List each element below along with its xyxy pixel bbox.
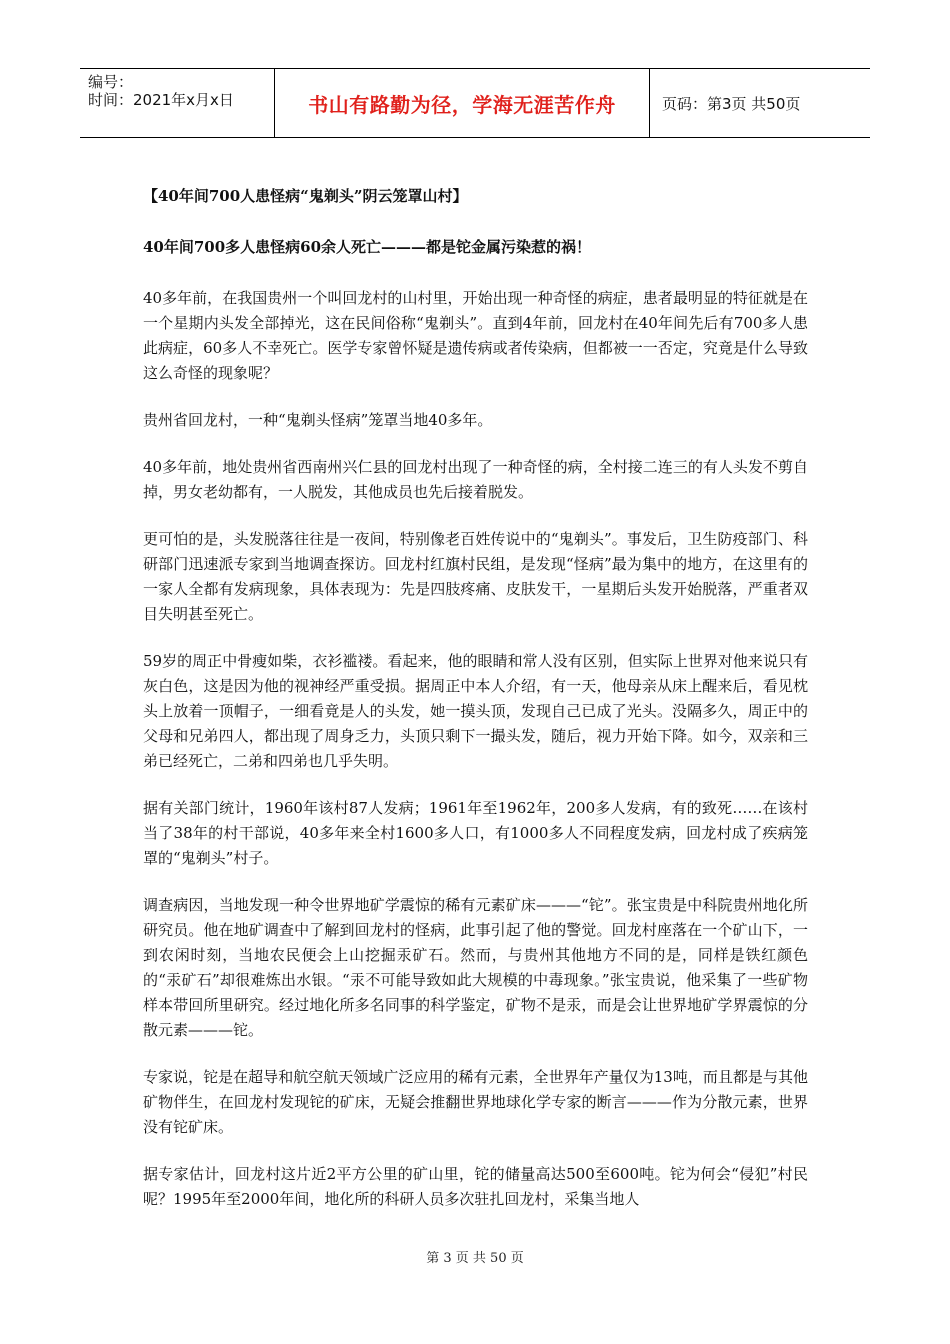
header-motto-cell <box>275 69 650 137</box>
article-paragraph: 40多年前，在我国贵州一个叫回龙村的山村里，开始出现一种奇怪的病症，患者最明显的特征就是在一个星期内头发全部掉光，这在民间俗称“鬼剃头”。直到4年前，回龙村在40年间先后有700多人患此病症，60多人不幸死亡。医学专家曾怀疑是遗传病或者传染病，但都被一一否定，究竟是什么导致这么奇怪的现象呢？ <box>143 289 808 382</box>
article-paragraph: 40多年前，地处贵州省西南州兴仁县的回龙村出现了一种奇怪的病，全村接二连三的有人头发不剪自掉，男女老幼都有，一人脱发，其他成员也先后接着脱发。 <box>143 458 808 501</box>
article-paragraph: 专家说，铊是在超导和航空航天领域广泛应用的稀有元素，全世界年产量仅为13吨，而且都是与其他矿物伴生，在回龙村发现铊的矿床，无疑会推翻世界地球化学专家的断言———作为分散元素，世界没有铊矿床。 <box>143 1068 808 1136</box>
article-body <box>143 184 808 1234</box>
page-footer: 第 3 页 共 50 页 <box>426 1251 524 1266</box>
header-left-cell <box>80 69 275 137</box>
document-date-label: 时间：2021年x月x日 <box>88 91 234 109</box>
header-page-cell <box>650 69 870 137</box>
article-paragraph: 调查病因，当地发现一种令世界地矿学震惊的稀有元素矿床———“铊”。张宝贵是中科院贵州地化所研究员。他在地矿调查中了解到回龙村的怪病，此事引起了他的警觉。回龙村座落在一个矿山下，一到农闲时刻，当地农民便会上山挖掘汞矿石。然而，与贵州其他地方不同的是，同样是铁红颜色的“汞矿石”却很难炼出水银。“汞不可能导致如此大规模的中毒现象。”张宝贵说，他采集了一些矿物样本带回所里研究。经过地化所多名同事的科学鉴定，矿物不是汞，而是会让世界地矿学界震惊的分散元素———铊。 <box>143 896 808 1039</box>
article-paragraph: 据有关部门统计，1960年该村87人发病；1961年至1962年，200多人发病，有的致死……在该村当了38年的村干部说，40多年来全村1600多人口，有1000多人不同程度发病，回龙村成了疾病笼罩的“鬼剃头”村子。 <box>143 799 808 867</box>
article-subtitle: 40年间700多人患怪病60余人死亡———都是铊金属污染惹的祸！ <box>143 238 592 256</box>
article-paragraph: 据专家估计，回龙村这片近2平方公里的矿山里，铊的储量高达500至600吨。铊为何会“侵犯”村民呢？1995年至2000年间，地化所的科研人员多次驻扎回龙村，采集当地人 <box>143 1165 808 1208</box>
header-page-number: 页码：第3页 共50页 <box>662 94 801 113</box>
article-paragraph: 更可怕的是，头发脱落往往是一夜间，特别像老百姓传说中的“鬼剃头”。事发后，卫生防疫部门、科研部门迅速派专家到当地调查探访。回龙村红旗村民组，是发现“怪病”最为集中的地方，在这里有的一家人全都有发病现象，具体表现为：先是四肢疼痛、皮肤发干，一星期后头发开始脱落，严重者双目失明甚至死亡。 <box>143 530 808 623</box>
header-motto: 书山有路勤为径，学海无涯苦作舟 <box>308 92 616 117</box>
document-header <box>80 68 870 138</box>
document-number-label: 编号： <box>88 73 134 91</box>
article-title: 【40年间700人患怪病“鬼剃头”阴云笼罩山村】 <box>143 187 468 205</box>
article-paragraph: 贵州省回龙村，一种“鬼剃头怪病”笼罩当地40多年。 <box>143 411 493 429</box>
article-paragraph: 59岁的周正中骨瘦如柴，衣衫褴褛。看起来，他的眼睛和常人没有区别，但实际上世界对他来说只有灰白色，这是因为他的视神经严重受损。据周正中本人介绍，有一天，他母亲从床上醒来后，看见枕头上放着一顶帽子，一细看竟是人的头发，她一摸头顶，发现自己已成了光头。没隔多久，周正中的父母和兄弟四人，都出现了周身乏力，头顶只剩下一撮头发，随后，视力开始下降。如今，双亲和三弟已经死亡，二弟和四弟也几乎失明。 <box>143 652 808 770</box>
